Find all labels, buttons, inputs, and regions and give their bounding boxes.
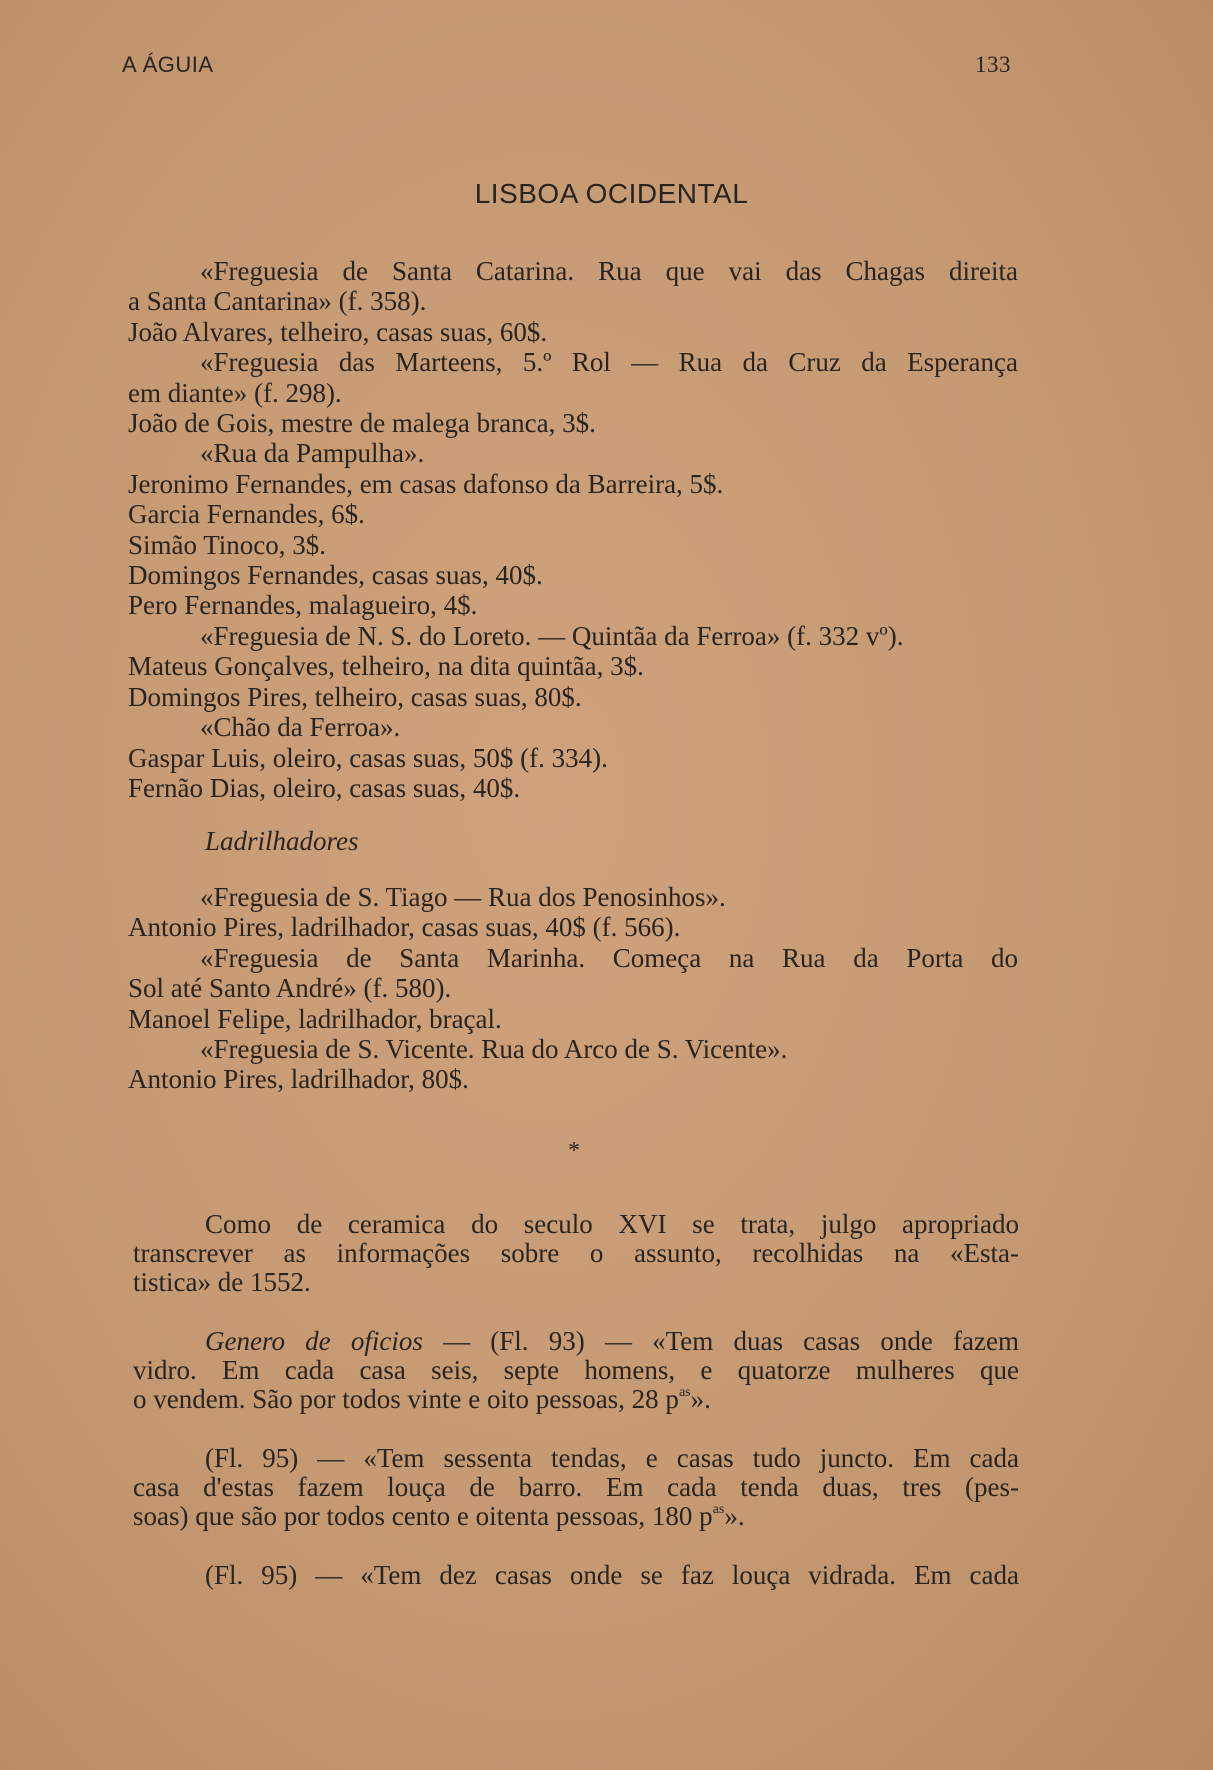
- record-line: «Freguesia de S. Tiago — Rua dos Penosinhos».: [200, 882, 726, 912]
- paragraph-fl95-a: [133, 1444, 1019, 1531]
- record-line: Pero Fernandes, malagueiro, 4$.: [128, 590, 478, 621]
- page-number: 133: [975, 52, 1011, 77]
- record-line: Simão Tinoco, 3$.: [128, 529, 327, 560]
- text-line: Como de ceramica do seculo XVI se trata, julgo apropriado: [205, 1209, 1019, 1239]
- record-line: «Freguesia de Santa Marinha. Começa na Rua da Porta do: [200, 942, 1018, 973]
- record-line: João de Gois, mestre de malega branca, 3$.: [128, 408, 596, 439]
- paragraph-fl93: [133, 1327, 1019, 1414]
- text-line: (Fl. 95) — «Tem sessenta tendas, e casas tudo juncto. Em cada: [205, 1443, 1019, 1473]
- paragraph-fl95-b: [133, 1561, 1019, 1590]
- italic-term: Genero de oficios: [205, 1326, 423, 1356]
- record-line: Manoel Felipe, ladrilhador, braçal.: [128, 1003, 502, 1034]
- record-line: Sol até Santo André» (f. 580).: [128, 973, 452, 1004]
- record-line: Jeronimo Fernandes, em casas dafonso da Barreira, 5$.: [128, 468, 724, 499]
- record-line: Antonio Pires, ladrilhador, casas suas, 40$ (f. 566).: [128, 912, 681, 943]
- record-line: Gaspar Luis, oleiro, casas suas, 50$ (f. 334).: [128, 742, 608, 773]
- record-line: em diante» (f. 298).: [128, 377, 342, 408]
- text-span: ».: [724, 1501, 745, 1531]
- section-separator: *: [568, 1138, 580, 1164]
- text-span: ».: [690, 1384, 711, 1414]
- record-line: «Chão da Ferroa».: [200, 712, 401, 743]
- record-line: Garcia Fernandes, 6$.: [128, 499, 365, 530]
- text-line: transcrever as informações sobre o assunto, recolhidas na «Esta-: [133, 1238, 1019, 1268]
- records-section-ladrilhadores: [128, 882, 1018, 1095]
- record-line: João Alvares, telheiro, casas suas, 60$.: [128, 316, 548, 347]
- text-line: vidro. Em cada casa seis, septe homens, e quatorze mulheres que: [133, 1355, 1019, 1385]
- records-section-oleiros: [128, 256, 1018, 803]
- text-line: tistica» de 1552.: [133, 1267, 311, 1297]
- record-line: «Rua da Pampulha».: [200, 438, 425, 469]
- record-line: a Santa Cantarina» (f. 358).: [128, 286, 427, 317]
- record-line: «Freguesia de Santa Catarina. Rua que vai das Chagas direita: [200, 256, 1018, 286]
- record-line: «Freguesia de N. S. do Loreto. — Quintãa da Ferroa» (f. 332 vº).: [200, 620, 904, 651]
- text-line: casa d'estas fazem louça de barro. Em cada tenda duas, tres (pes-: [133, 1472, 1019, 1502]
- chapter-title: LISBOA OCIDENTAL: [474, 178, 749, 209]
- record-line: Antonio Pires, ladrilhador, 80$.: [128, 1064, 469, 1095]
- text-line: (Fl. 95) — «Tem dez casas onde se faz louça vidrada. Em cada: [205, 1560, 1019, 1590]
- record-line: Domingos Pires, telheiro, casas suas, 80$.: [128, 681, 582, 712]
- text-line: [133, 1385, 1019, 1414]
- commentary-section: [133, 1210, 1019, 1590]
- record-line: «Freguesia de S. Vicente. Rua do Arco de S. Vicente».: [200, 1034, 788, 1065]
- text-line: [133, 1327, 1019, 1356]
- text-span: o vendem. São por todos vinte e oito pessoas, 28 p: [133, 1384, 679, 1414]
- record-line: «Freguesia das Marteens, 5.º Rol — Rua da Cruz da Esperança: [200, 347, 1018, 378]
- record-line: Domingos Fernandes, casas suas, 40$.: [128, 560, 543, 591]
- text-span: soas) que são por todos cento e oitenta pessoas, 180 p: [133, 1501, 713, 1531]
- superscript: as: [678, 1385, 691, 1400]
- running-header: A ÁGUIA: [122, 52, 214, 77]
- paragraph-intro: [133, 1210, 1019, 1297]
- record-line: Mateus Gonçalves, telheiro, na dita quintãa, 3$.: [128, 651, 644, 682]
- section-heading-ladrilhadores: Ladrilhadores: [205, 826, 359, 856]
- superscript: as: [712, 1502, 725, 1517]
- text-line: [133, 1502, 1019, 1531]
- record-line: Fernão Dias, oleiro, casas suas, 40$.: [128, 772, 521, 803]
- text-span: — (Fl. 93) — «Tem duas casas onde fazem: [422, 1326, 1019, 1356]
